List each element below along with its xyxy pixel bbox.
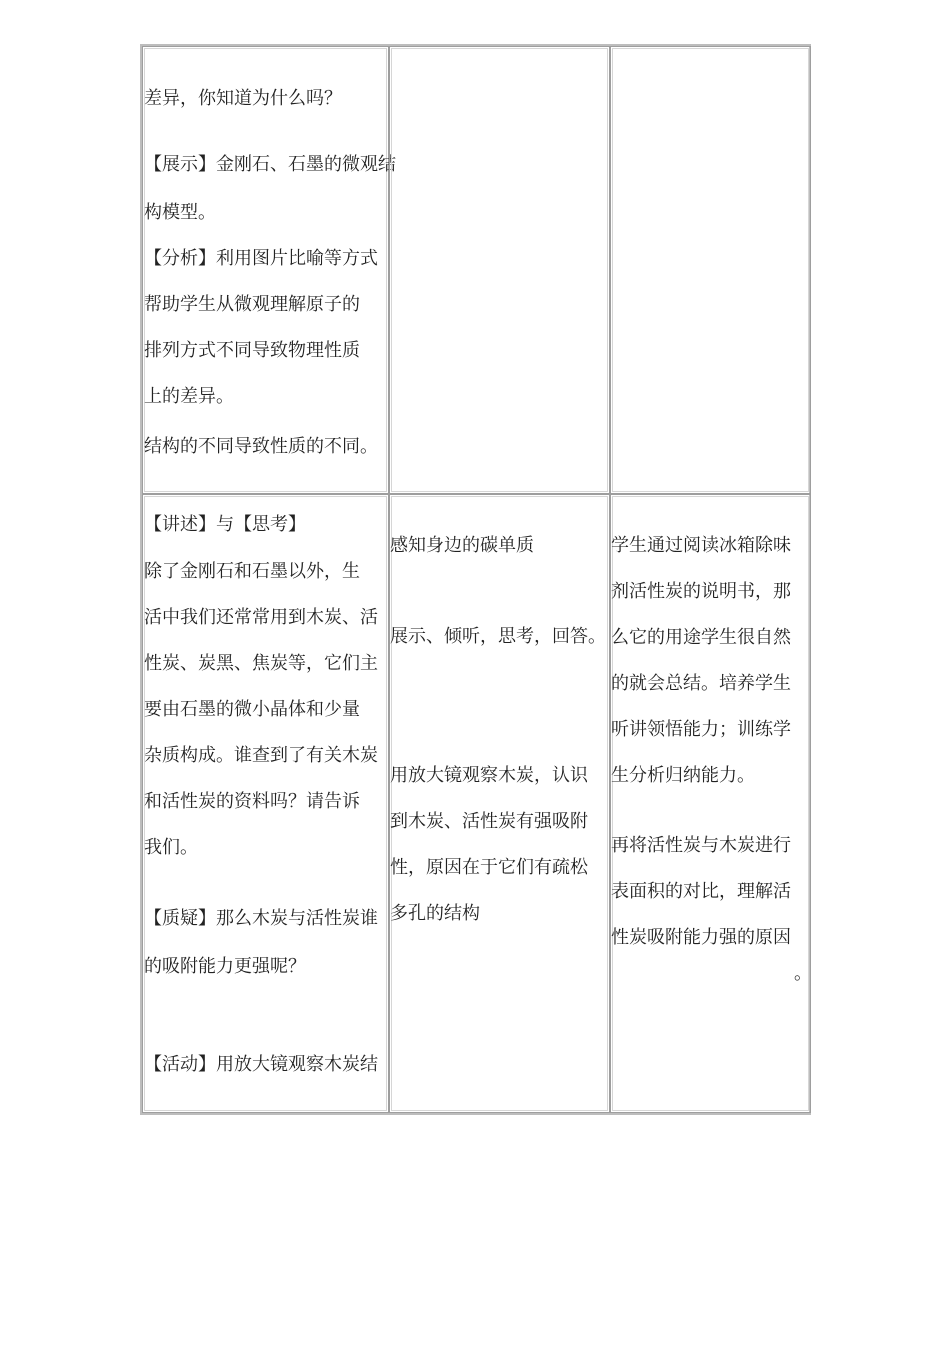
text-line: 表面积的对比，理解活 [611, 881, 791, 902]
row1-col2-cell [389, 46, 610, 494]
text-line: 感知身边的碳单质 [390, 535, 534, 556]
text-line: 【活动】用放大镜观察木炭结 [144, 1054, 378, 1075]
text-line: 性炭吸附能力强的原因 [611, 927, 791, 948]
row2-col3-cell [610, 494, 811, 1113]
text-line: 展示、倾听，思考，回答。 [390, 626, 606, 647]
text-line: 除了金刚石和石墨以外，生 [144, 561, 360, 582]
text-line: 生分析归纳能力。 [611, 765, 755, 786]
text-line: 性炭、炭黑、焦炭等，它们主 [144, 653, 378, 674]
text-line: 帮助学生从微观理解原子的 [144, 294, 360, 315]
text-line: 结构的不同导致性质的不同。 [144, 436, 378, 457]
row2-col2-cell [389, 494, 610, 1113]
lesson-plan-table [140, 44, 811, 1115]
text-line: 性，原因在于它们有疏松 [390, 857, 588, 878]
text-line: 【质疑】那么木炭与活性炭谁 [144, 908, 378, 929]
text-line: 上的差异。 [144, 386, 234, 407]
text-line: 和活性炭的资料吗？请告诉 [144, 791, 360, 812]
text-line: 用放大镜观察木炭，认识 [390, 765, 588, 786]
text-line: 的吸附能力更强呢？ [144, 956, 306, 977]
text-line: 再将活性炭与木炭进行 [611, 835, 791, 856]
text-line: 构模型。 [144, 202, 216, 223]
text-line: 活中我们还常常用到木炭、活 [144, 607, 378, 628]
text-line: 要由石墨的微小晶体和少量 [144, 699, 360, 720]
text-line: 杂质构成。谁查到了有关木炭 [144, 745, 378, 766]
text-line: 。 [794, 963, 812, 984]
text-line: 么它的用途学生很自然 [611, 627, 791, 648]
text-line: 学生通过阅读冰箱除味 [611, 535, 791, 556]
row2-col1-cell [142, 494, 389, 1113]
row1-col1-cell [142, 46, 396, 494]
text-line: 到木炭、活性炭有强吸附 [390, 811, 588, 832]
text-line: 排列方式不同导致物理性质 [144, 340, 360, 361]
text-line: 听讲领悟能力；训练学 [611, 719, 791, 740]
text-line: 多孔的结构 [390, 903, 480, 924]
text-line: 我们。 [144, 837, 198, 858]
text-line: 差异，你知道为什么吗？ [144, 88, 342, 109]
text-line: 【讲述】与【思考】 [144, 514, 306, 535]
text-line: 的就会总结。培养学生 [611, 673, 791, 694]
row1-col3-cell [610, 46, 811, 494]
text-line: 【分析】利用图片比喻等方式 [144, 248, 378, 269]
text-line: 【展示】金刚石、石墨的微观结 [144, 154, 396, 175]
text-line: 剂活性炭的说明书，那 [611, 581, 791, 602]
